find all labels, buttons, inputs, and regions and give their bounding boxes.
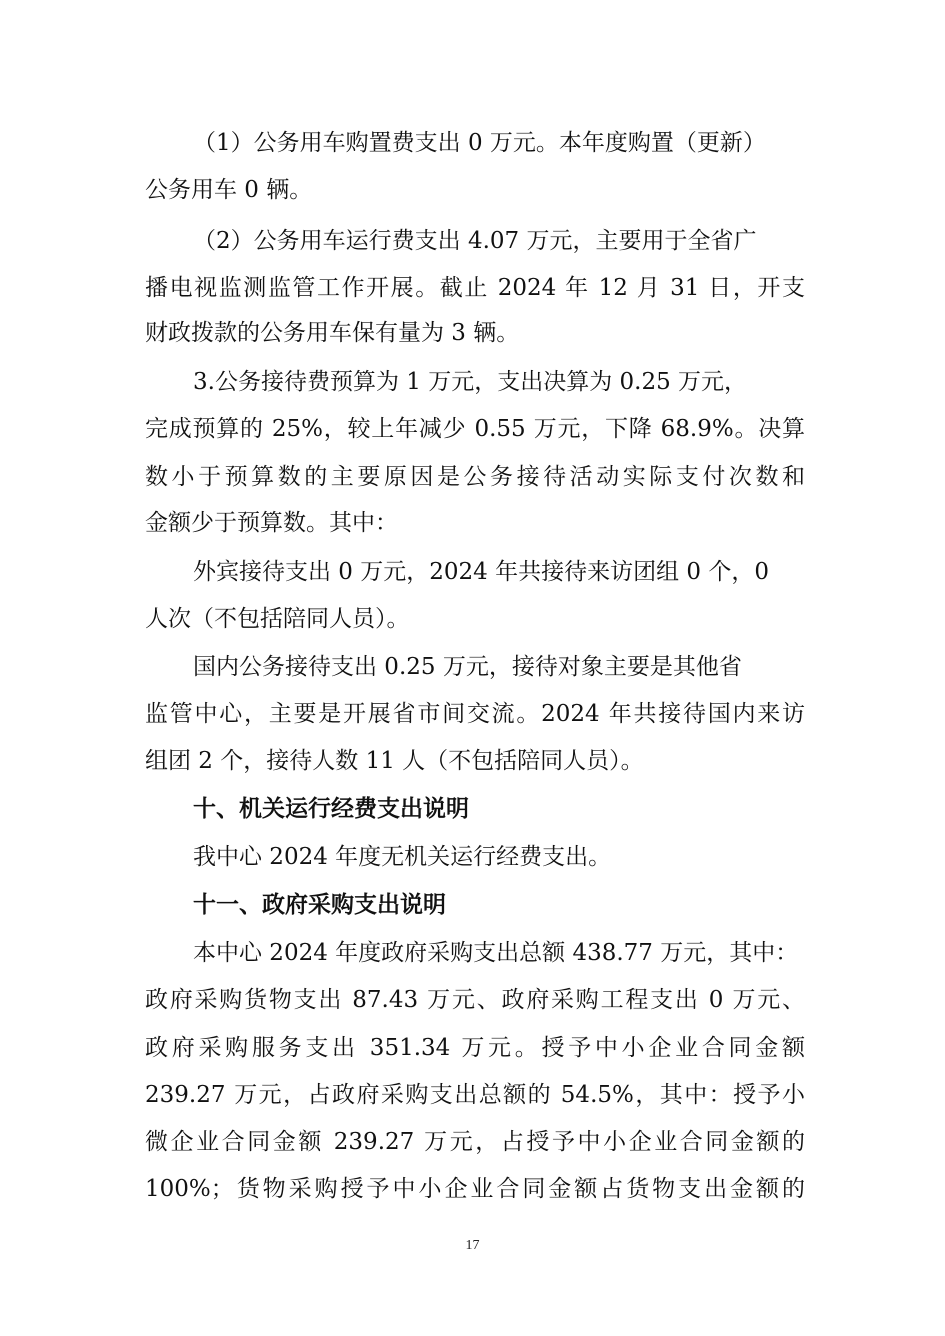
paragraph-line: 公务用车 0 辆。: [145, 177, 313, 203]
paragraph-line: 我中心 2024 年度无机关运行经费支出。: [193, 844, 612, 870]
paragraph-line: 金额少于预算数。其中：: [145, 510, 398, 536]
paragraph-line: 人次（不包括陪同人员）。: [145, 606, 410, 632]
page-number: 17: [465, 1238, 480, 1253]
paragraph-line: 政府采购货物支出 87.43 万元、政府采购工程支出 0 万元、: [145, 987, 805, 1013]
paragraph-line: 100%；货物采购授予中小企业合同金额占货物支出金额的: [145, 1176, 805, 1202]
paragraph-line: （2）公务用车运行费支出 4.07 万元，主要用于全省广: [193, 228, 757, 254]
paragraph-line: 3.公务接待费预算为 1 万元，支出决算为 0.25 万元，: [193, 369, 748, 395]
section-heading: 十、机关运行经费支出说明: [193, 796, 469, 822]
paragraph-line: 数小于预算数的主要原因是公务接待活动实际支付次数和: [145, 464, 805, 490]
paragraph-line: 国内公务接待支出 0.25 万元，接待对象主要是其他省: [193, 654, 742, 680]
paragraph-line: 微企业合同金额 239.27 万元，占授予中小企业合同金额的: [145, 1129, 805, 1155]
paragraph-line: 本中心 2024 年度政府采购支出总额 438.77 万元，其中：: [193, 940, 799, 966]
paragraph-line: 政府采购服务支出 351.34 万元。授予中小企业合同金额: [145, 1035, 805, 1061]
paragraph-line: 外宾接待支出 0 万元，2024 年共接待来访团组 0 个，0: [193, 559, 769, 585]
paragraph-line: 播电视监测监管工作开展。截止 2024 年 12 月 31 日，开支: [145, 275, 805, 301]
paragraph-line: 239.27 万元，占政府采购支出总额的 54.5%，其中：授予小: [145, 1082, 805, 1108]
section-heading: 十一、政府采购支出说明: [193, 892, 446, 918]
paragraph-line: （1）公务用车购置费支出 0 万元。本年度购置（更新）: [193, 130, 766, 156]
paragraph-line: 组团 2 个，接待人数 11 人（不包括陪同人员）。: [145, 748, 644, 774]
paragraph-line: 财政拨款的公务用车保有量为 3 辆。: [145, 320, 520, 346]
paragraph-line: 监管中心，主要是开展省市间交流。2024 年共接待国内来访: [145, 701, 805, 727]
paragraph-line: 完成预算的 25%，较上年减少 0.55 万元，下降 68.9%。决算: [145, 416, 805, 442]
